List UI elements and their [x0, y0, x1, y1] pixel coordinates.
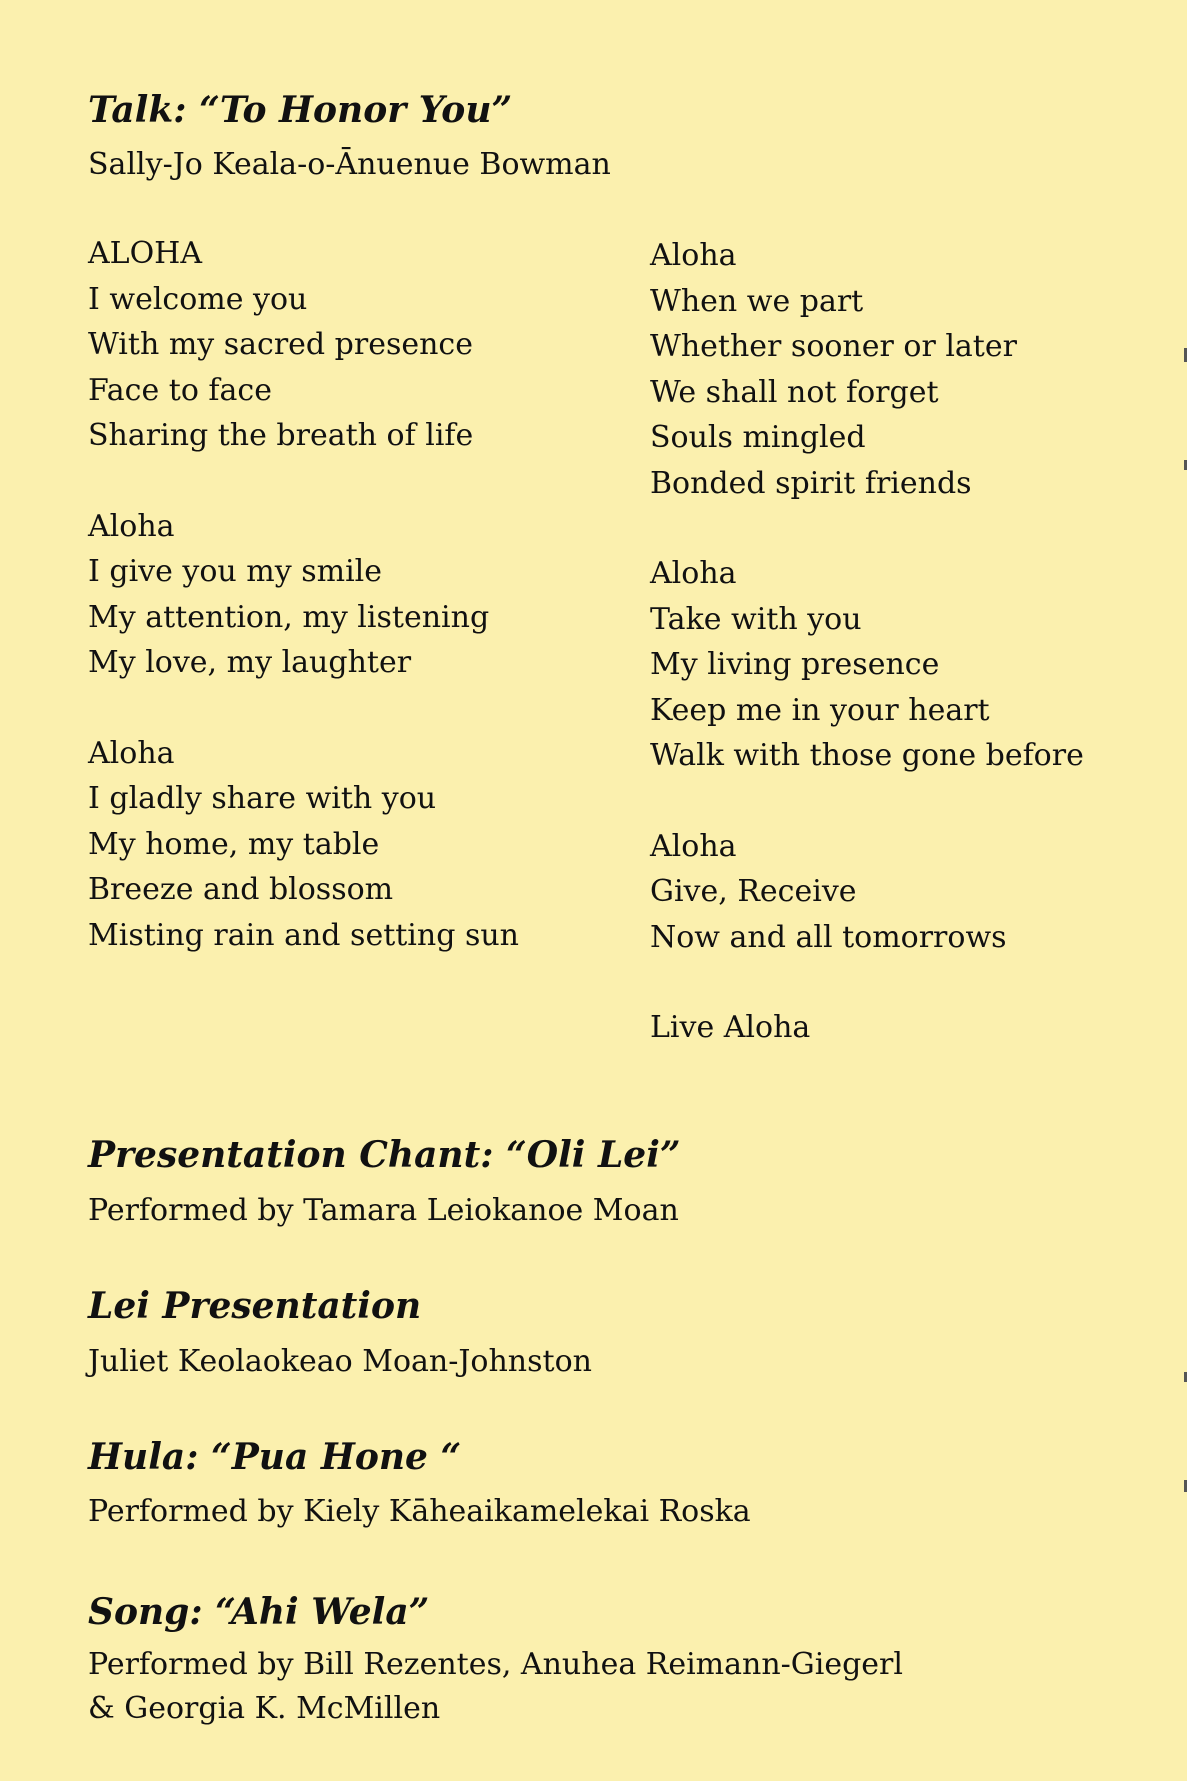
poem-stanza [650, 233, 1084, 506]
poem-line: Walk with those gone before [650, 738, 1084, 773]
program-item-title: Hula: “Pua Hone “ [88, 1436, 462, 1478]
poem-line: Bonded spirit friends [650, 465, 972, 501]
poem-line: Aloha [88, 735, 175, 771]
poem-right-column [650, 233, 1084, 1096]
poem-line: Keep me in your heart [650, 692, 990, 728]
poem-line: Aloha [650, 556, 737, 591]
poem-line: My home, my table [88, 826, 380, 862]
program-item-subtitle: Performed by Bill Rezentes, Anuhea Reimann-Giegerl [88, 1647, 903, 1682]
poem-line: When we part [650, 283, 864, 319]
poem-line: Now and all tomorrows [650, 919, 1007, 955]
poem-stanza [650, 551, 1084, 779]
poem-line: Live Aloha [650, 1010, 811, 1045]
poem-line: Aloha [650, 828, 737, 864]
poem-line: Face to face [88, 372, 272, 408]
poem-line: Take with you [650, 601, 862, 637]
program-item-title: Song: “Ahi Wela” [88, 1591, 430, 1633]
program-item-subtitle: Juliet Keolaokeao Moan-Johnston [88, 1344, 592, 1379]
program-item-title: Lei Presentation [88, 1285, 422, 1327]
talk-author: Sally-Jo Keala-o-Ānuenue Bowman [88, 147, 611, 182]
poem-line: Sharing the breath of life [88, 418, 474, 453]
poem-line: Breeze and blossom [88, 872, 394, 907]
program-item-subtitle-continued: & Georgia K. McMillen [88, 1691, 441, 1726]
poem-stanza [88, 504, 519, 686]
poem-line: My attention, my listening [88, 599, 490, 635]
poem-line: We shall not forget [650, 374, 939, 410]
poem-line: ALOHA [88, 236, 203, 271]
poem-line: My living presence [650, 647, 940, 682]
talk-title: Talk: “To Honor You” [88, 89, 513, 131]
program-item-title: Presentation Chant: “Oli Lei” [88, 1134, 681, 1176]
program-item-subtitle: Performed by Tamara Leiokanoe Moan [88, 1193, 679, 1228]
poem-stanza [650, 824, 1084, 961]
poem-stanza [650, 1005, 1084, 1051]
program-item-subtitle: Performed by Kiely Kāheaikamelekai Roska [88, 1494, 751, 1529]
poem-line: Aloha [650, 238, 737, 273]
poem-line: I welcome you [88, 281, 308, 317]
poem-line: Give, Receive [650, 874, 857, 909]
poem-line: With my sacred presence [88, 327, 473, 362]
poem-line: My love, my laughter [88, 645, 412, 680]
poem-line: Misting rain and setting sun [88, 917, 520, 953]
poem-line: Souls mingled [650, 420, 866, 455]
poem-stanza [88, 231, 519, 459]
poem-line: Aloha [88, 508, 175, 544]
poem-stanza [88, 731, 519, 959]
poem-line: I give you my smile [88, 554, 383, 589]
poem-line: Whether sooner or later [650, 329, 1017, 364]
poem-left-column [88, 231, 519, 1003]
poem-line: I gladly share with you [88, 781, 437, 816]
